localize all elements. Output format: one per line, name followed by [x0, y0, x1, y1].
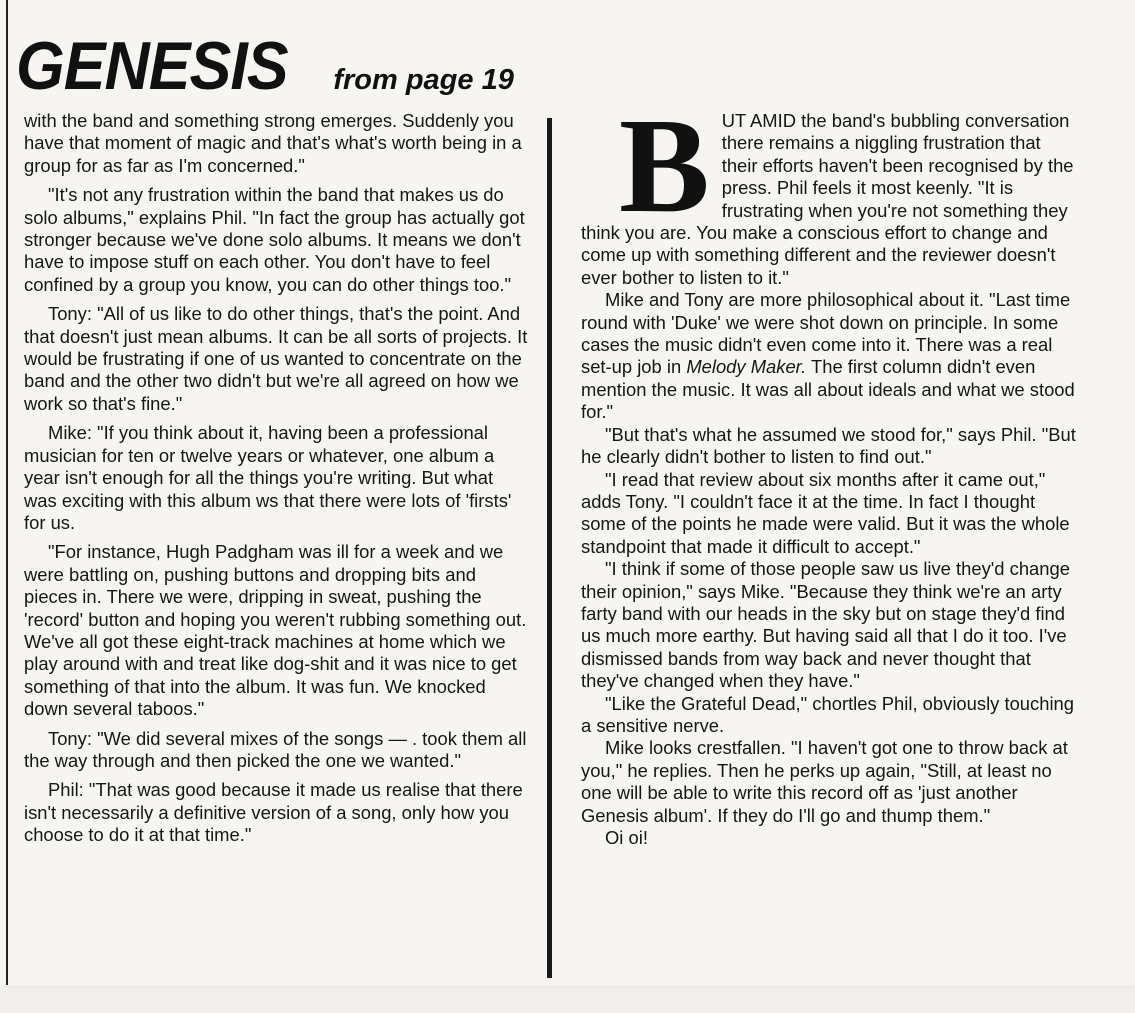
- publication-name: Melody Maker.: [686, 356, 807, 378]
- paragraph: "But that's what he assumed we stood for," says Phil. "But he clearly didn't bother to listen to find out.": [581, 423, 1076, 468]
- headline-title: GENESIS: [16, 28, 288, 104]
- paragraph: "Like the Grateful Dead," chortles Phil, obviously touching a sensitive nerve.: [581, 692, 1074, 736]
- continued-from-label: from page 19: [333, 64, 514, 96]
- paragraph-text: The first column didn't even mention the music. It was all about ideals and what we stood for.": [581, 356, 1075, 423]
- paragraph: Phil: "That was good because it made us realise that there isn't necessarily a definitive version of a song, only how you choose to do it at that time.": [24, 779, 523, 846]
- right-column: [581, 91, 1077, 849]
- paragraph: Mike looks crestfallen. "I haven't got one to throw back at you," he replies. Then he perks up again, "Still, at least no one will be able to write this record off as 'just another Genesis album'. If they do I'll go and thump them.": [581, 737, 1068, 826]
- column-divider: [547, 118, 552, 978]
- left-column: [24, 110, 528, 854]
- paragraph: "It's not any frustration within the band that makes us do solo albums," explains Phil. "In fact the group has actually got stronger because we've done solo albums. It means we don't have to impose stuff on each other. You don't have to feel confined by a group you know, you can do other things too.": [24, 184, 525, 295]
- page-margin: [0, 985, 1135, 1013]
- drop-cap: B: [619, 91, 710, 241]
- paragraph-text: Mike and Tony are more philosophical about it. "Last time round with 'Duke' we were shot down on principle. In some cases the music didn't even come into it. There was a real set-up job in: [581, 289, 1071, 378]
- headline: [16, 26, 514, 106]
- paragraph: "For instance, Hugh Padgham was ill for a week and we were battling on, pushing buttons and dropping bits and pieces in. There we were, dripping in sweat, pushing the 'record' button and hoping you weren't rubbing something out. We've all got these eight-track machines at home which we play around with and treat like dog-shit and it was nice to get something of that into the album. It was fun. We knocked down several taboos.": [24, 541, 527, 720]
- paragraph: Tony: "All of us like to do other things, that's the point. And that doesn't just mean albums. It can be all sorts of projects. It would be frustrating if one of us wanted to concentrate on the band and the other two didn't but we're all agreed on how we work so that's fine.": [24, 303, 528, 414]
- paragraph: Tony: "We did several mixes of the songs — . took them all the way through and then picked the one we wanted.": [24, 727, 527, 771]
- paragraph: Mike: "If you think about it, having been a professional musician for ten or twelve years or whatever, one album a year isn't enough for all the things you're writing. But what was exciting with this album ws that there were lots of 'firsts' for us.: [24, 422, 512, 533]
- paragraph: with the band and something strong emerges. Suddenly you have that moment of magic and that's what's worth being in a group for as far as I'm concerned.": [24, 110, 522, 176]
- paragraph: "I think if some of those people saw us live they'd change their opinion," says Mike. "Because they think we're an arty farty band with our heads in the sky but on stage they'd find us much more earthy. But having said all that I do it too. I've dismissed bands from way back and never thought that they've changed when they have.": [581, 558, 1070, 692]
- closing-line: Oi oi!: [605, 827, 648, 848]
- paragraph: "I read that review about six months after it came out," adds Tony. "I couldn't face it at the time. In fact I thought some of the points he made were valid. But it was the whole standpoint that made it difficult to accept.": [581, 468, 1070, 557]
- paragraph: [581, 289, 1077, 423]
- left-border-rule: [6, 0, 8, 985]
- lead-paragraph: UT AMID the band's bubbling conversation there remains a niggling frustration that their efforts haven't been recognised by the press. Phil feels it most keenly. "It is frustrating when you're not something they think you are. You make a conscious effort to change and come up with something different and the reviewer doesn't ever bother to listen to it.": [581, 110, 1074, 288]
